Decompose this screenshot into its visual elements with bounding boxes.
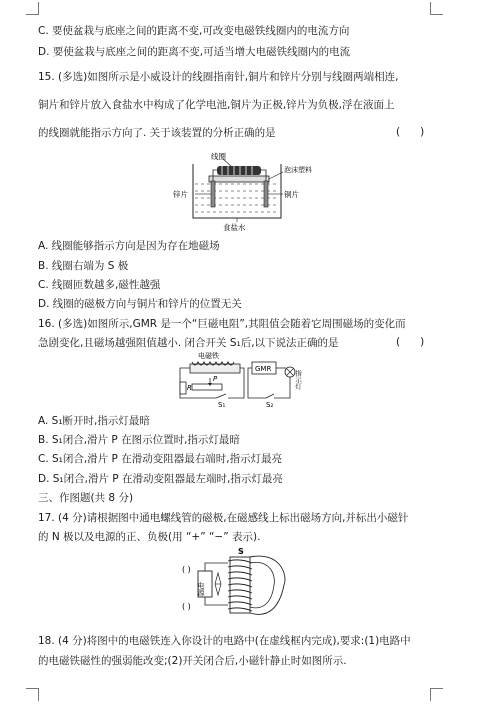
q17-stem-line-1: 17. (4 分)请根据图中通电螺线管的磁极,在磁感线上标出磁场方向,并标出小磁针 (38, 512, 409, 524)
q17-stem-line-2: 的 N 极以及电源的正、负极(用 “+” “−” 表示). (38, 531, 261, 543)
q17-solenoid-figure (180, 545, 290, 621)
crop-mark-bottom-right (430, 688, 443, 701)
field-line-inner (250, 562, 274, 608)
label-copper: 铜片 (284, 190, 299, 199)
crop-mark-top-right (430, 2, 443, 15)
q16-option-d: D. S₁闭合,滑片 P 在滑动变阻器最左端时,指示灯最亮 (38, 473, 283, 485)
q15-stem-line-1: 15. (多选)如图所示是小威设计的线圈指南针,铜片和锌片分别与线圈两端相连, (38, 71, 399, 83)
q15-option-a: A. 线圈能够指示方向是因为存在地磁场 (38, 240, 220, 252)
plus-minus-blank-top: ( ) (182, 565, 191, 574)
q18-stem-line-2: 的电磁铁磁性的强弱能改变;(2)开关闭合后,小磁针静止时如图所示. (38, 655, 347, 667)
label-foam: 泡沫塑料 (284, 166, 312, 174)
q15-option-d: D. 线圈的磁极方向与铜片和锌片的位置无关 (38, 298, 242, 310)
label-p: P (213, 375, 218, 383)
plus-minus-blank-bottom: ( ) (182, 602, 191, 611)
q16-option-a: A. S₁断开时,指示灯最暗 (38, 415, 150, 427)
label-zinc: 锌片 (173, 190, 188, 199)
crop-mark-top-left (26, 2, 39, 15)
electromagnet-core (190, 364, 240, 373)
q15-compass-figure (165, 150, 325, 232)
q16-answer-bracket: ( ) (396, 336, 425, 348)
q15-option-c: C. 线圈匝数越多,磁性越强 (38, 279, 161, 291)
label-salt-water: 食盐水 (223, 223, 246, 232)
q16-stem-line-2: 急剧变化,且磁场越强阻值越小. 闭合开关 S₁后,以下说法正确的是 (38, 337, 339, 349)
q16-gmr-circuit-figure (170, 350, 310, 408)
q16-option-b: B. S₁闭合,滑片 P 在图示位置时,指示灯最暗 (38, 434, 240, 446)
resistor-r (180, 382, 186, 394)
crop-mark-bottom-left (26, 688, 39, 701)
switch-s1 (216, 394, 226, 398)
label-coil: 线圈 (211, 152, 226, 161)
q15-option-b: B. 线圈右端为 S 极 (38, 260, 129, 272)
label-electromagnet: 电磁铁 (198, 352, 219, 360)
section-three-title: 三、作图题(共 8 分) (38, 492, 134, 504)
q15-answer-bracket: ( ) (396, 126, 425, 138)
label-pole-s: S (238, 547, 244, 556)
q15-stem-line-2: 铜片和锌片放入食盐水中构成了化学电池,铜片为正极,锌片为负极,浮在液面上 (38, 99, 395, 111)
label-gmr: GMR (255, 365, 272, 373)
field-line-outer (250, 556, 285, 614)
label-s1: S₁ (218, 401, 226, 408)
copper-plate (264, 181, 268, 207)
q14-option-d: D. 要使盆栽与底座之间的距离不变,可适当增大电磁铁线圈内的电流 (38, 46, 351, 58)
label-r: R (187, 384, 192, 392)
q16-option-c: C. S₁闭合,滑片 P 在滑动变阻器最右端时,指示灯最亮 (38, 453, 283, 465)
label-power: 电源 (197, 582, 205, 596)
coil-drawing (217, 166, 261, 175)
q16-stem-line-1: 16. (多选)如图所示,GMR 是一个“巨磁电阻”,其阻值会随着它周围磁场的变化而 (38, 318, 406, 330)
q15-stem-line-3: 的线圈就能指示方向了. 关于该装置的分析正确的是 (38, 127, 276, 139)
slider-rheostat (192, 384, 222, 390)
q14-option-c: C. 要使盆栽与底座之间的距离不变,可改变电磁铁线圈内的电流方向 (38, 25, 350, 37)
label-indicator-lamp: 指示灯 (294, 370, 302, 390)
compass-needle (215, 573, 221, 595)
q18-stem-line-1: 18. (4 分)将图中的电磁铁连入你设计的电路中(在虚线框内完成),要求:(1)电路中 (38, 635, 411, 647)
switch-s2 (266, 394, 274, 398)
zinc-plate (211, 181, 215, 207)
label-s2: S₂ (266, 401, 274, 408)
foam-block (209, 176, 269, 182)
